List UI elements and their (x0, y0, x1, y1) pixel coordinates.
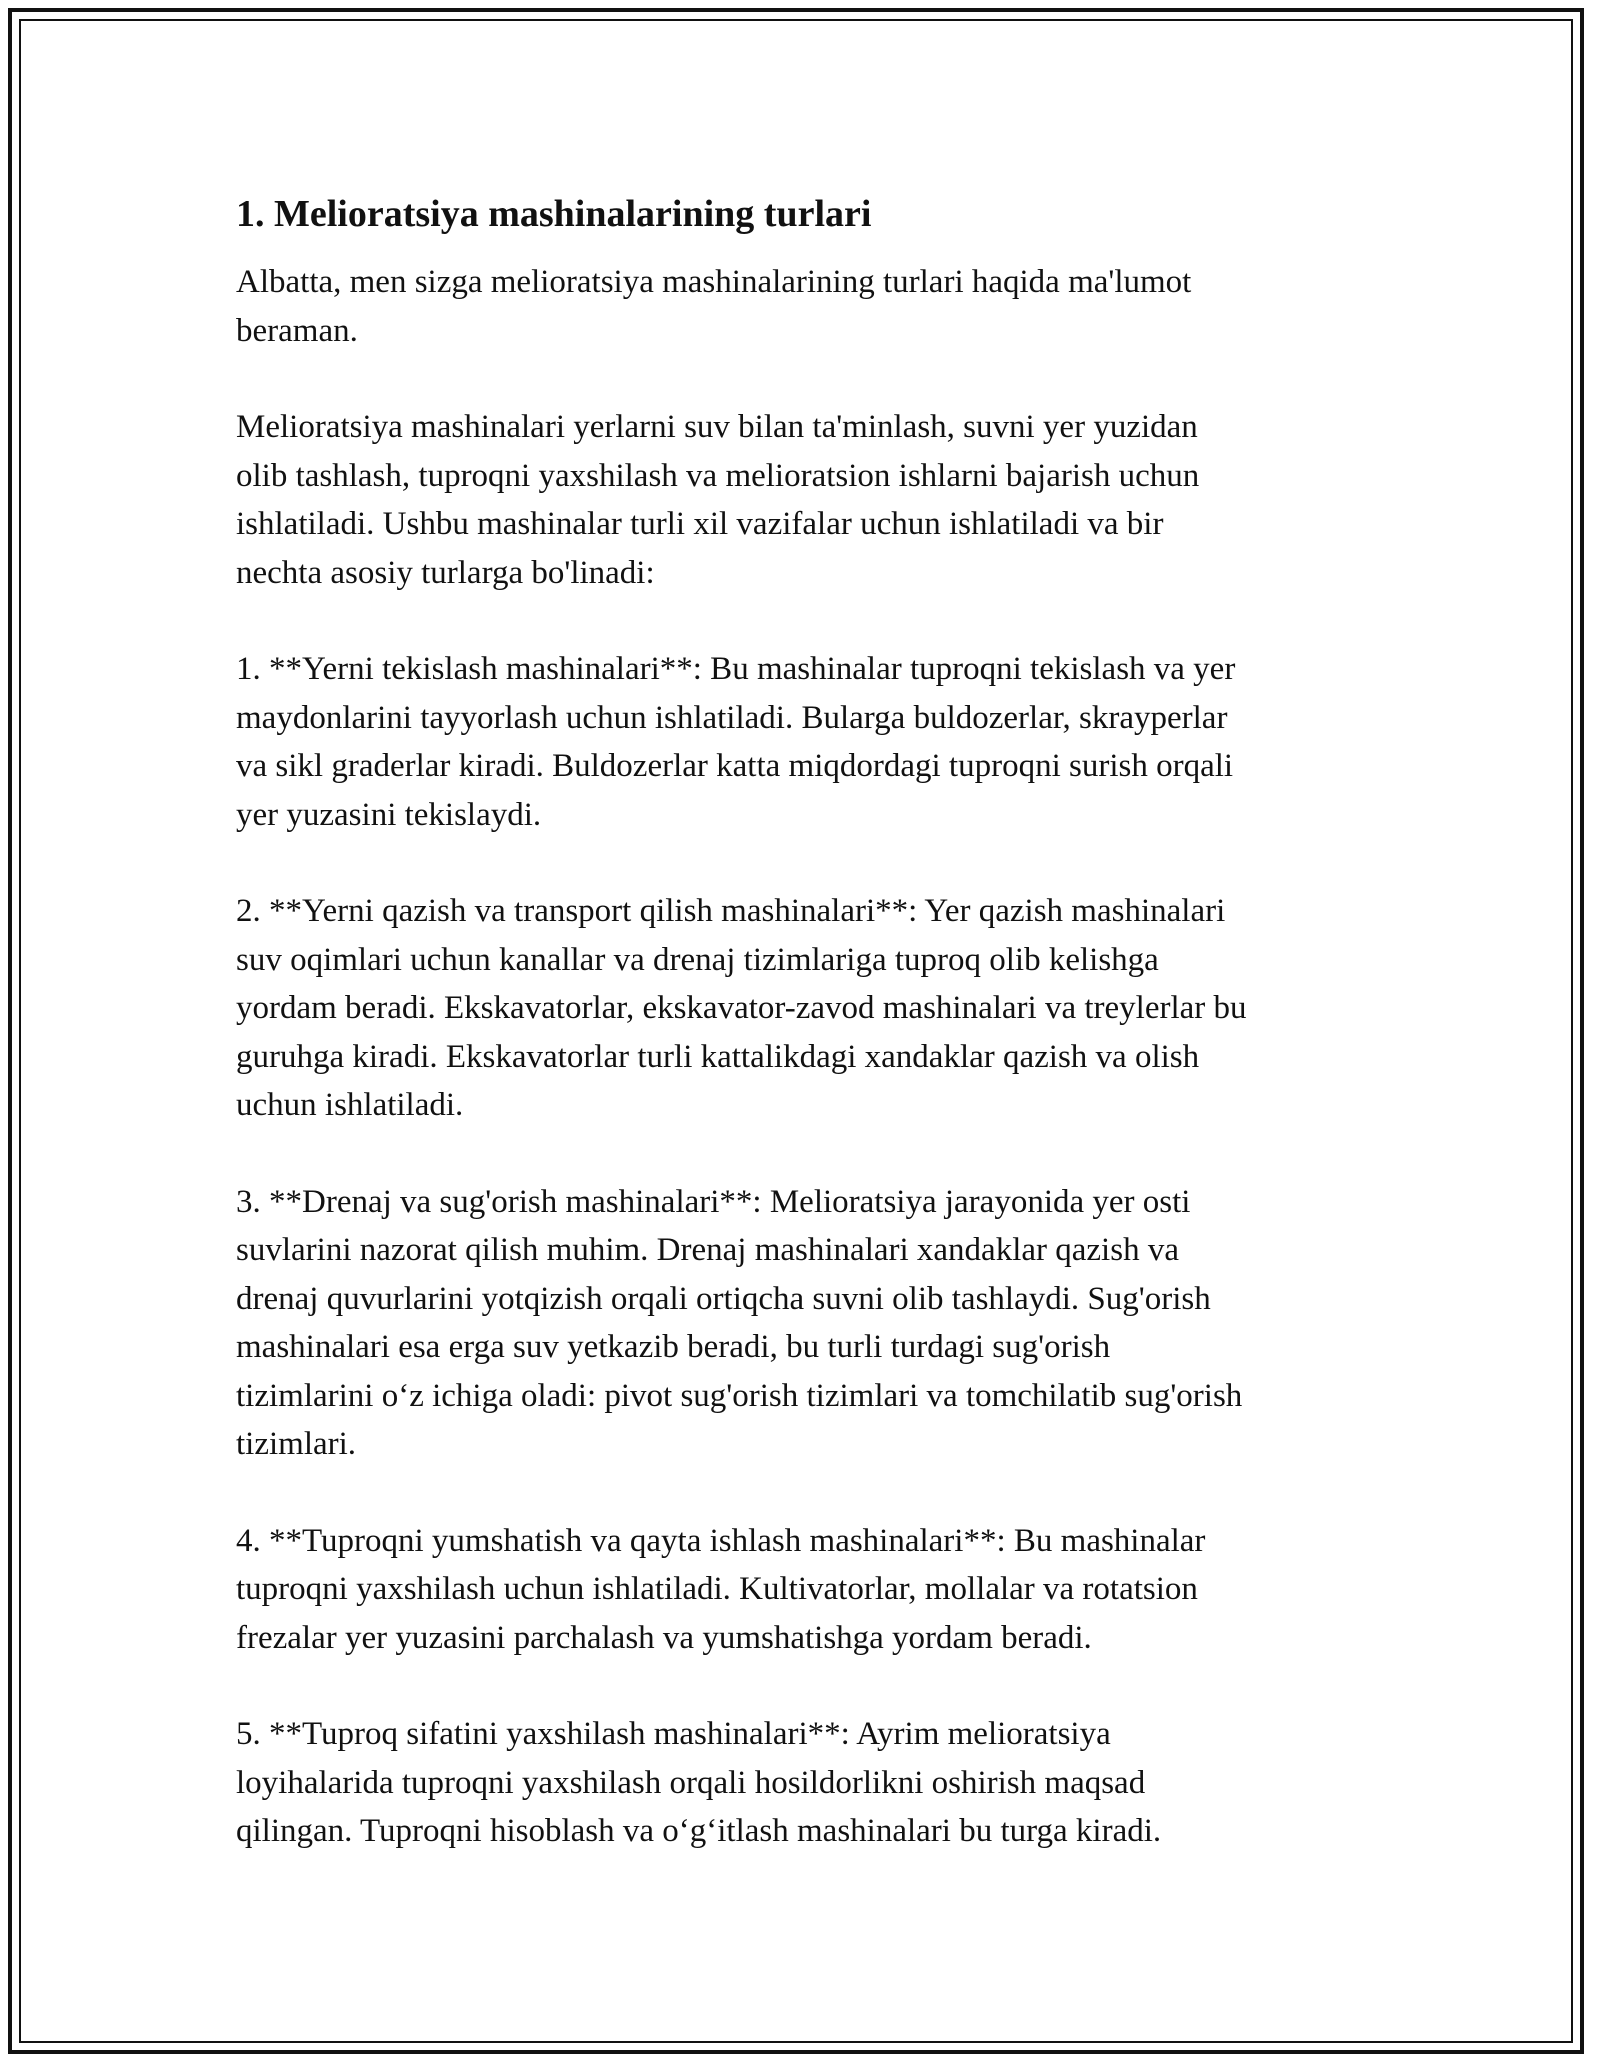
list-item-2-paragraph: 2. **Yerni qazish va transport qilish mashinalari**: Yer qazish mashinalari suv oqimlari uchun kanallar va drenaj tizimlariga tuproq olib kelishga yordam beradi. Ekskavatorlar, ekskavator-zavod mashinalari va treylerlar bu guruhga kiradi. Ekskavatorlar turli kattalikdagi xandaklar qazish va olish uchun ishlatiladi. (236, 893, 1247, 1123)
list-item-3-paragraph: 3. **Drenaj va sug'orish mashinalari**: Melioratsiya jarayonida yer osti suvlarini nazorat qilish muhim. Drenaj mashinalari xandaklar qazish va drenaj quvurlarini yotqizish orqali ortiqcha suvni olib tashlaydi. Sug'orish mashinalari esa erga suv yetkazib beradi, bu turli turdagi sug'orish tizimlarini o‘z ichiga oladi: pivot sug'orish tizimlari va tomchilatib sug'orish tizimlari. (236, 1183, 1243, 1462)
intro-paragraph: Albatta, men sizga melioratsiya mashinalarining turlari haqida ma'lumot beraman. (236, 264, 1192, 349)
document-title: 1. Melioratsiya mashinalarining turlari (236, 193, 872, 235)
list-item-5-paragraph: 5. **Tuproq sifatini yaxshilash mashinalari**: Ayrim melioratsiya loyihalarida tuproqni yaxshilash orqali hosildorlikni oshirish maqsad qilingan. Tuproqni hisoblash va o‘g‘itlash mashinalari bu turga kiradi. (236, 1716, 1162, 1849)
list-item-1-paragraph: 1. **Yerni tekislash mashinalari**: Bu mashinalar tuproqni tekislash va yer maydonlarini tayyorlash uchun ishlatiladi. Bularga buldozerlar, skrayperlar va sikl graderlar kiradi. Buldozerlar katta miqdordagi tuproqni surish orqali yer yuzasini tekislaydi. (236, 651, 1236, 833)
overview-paragraph: Melioratsiya mashinalari yerlarni suv bilan ta'minlash, suvni yer yuzidan olib tashlash, tuproqni yaxshilash va melioratsion ishlarni bajarish uchun ishlatiladi. Ushbu mashinalar turli xil vazifalar uchun ishlatiladi va bir nechta asosiy turlarga bo'linadi: (236, 409, 1200, 591)
document-body (236, 188, 1366, 1904)
list-item-4-paragraph: 4. **Tuproqni yumshatish va qayta ishlash mashinalari**: Bu mashinalar tuproqni yaxshilash uchun ishlatiladi. Kultivatorlar, mollalar va rotatsion frezalar yer yuzasini parchalash va yumshatishga yordam beradi. (236, 1522, 1206, 1656)
